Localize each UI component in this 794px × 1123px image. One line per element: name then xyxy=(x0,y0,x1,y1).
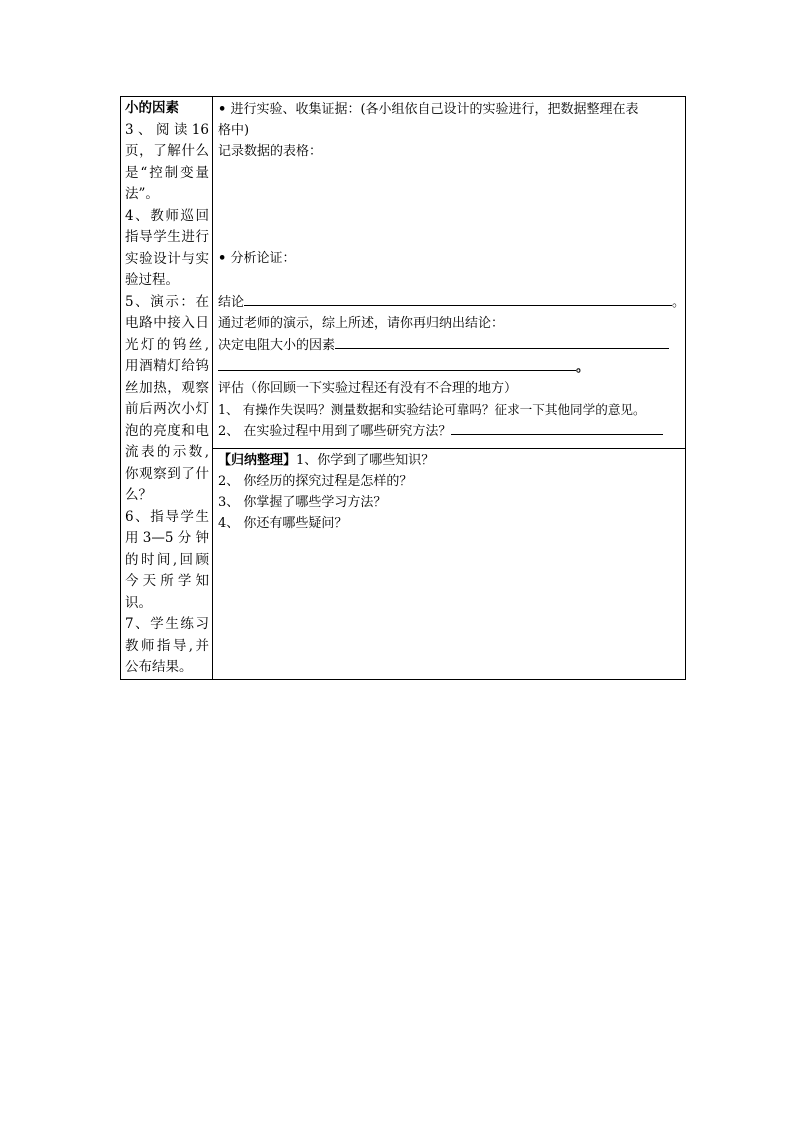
record-table-space xyxy=(218,162,681,248)
conclusion-line: 结论 。 xyxy=(218,291,681,313)
summary-question-3: 3、 你掌握了哪些学习方法？ xyxy=(218,494,387,510)
lesson-plan-table xyxy=(120,96,686,680)
factors-line-2: 。 xyxy=(218,356,681,378)
teaching-steps-column xyxy=(121,97,213,680)
summary-cell xyxy=(213,448,686,679)
bullet-icon: • xyxy=(218,102,227,117)
analysis-line: • 分析论证： xyxy=(218,251,296,266)
step-6: 6、指导学生用3—5分钟的时间,回顾今天所学知识。 xyxy=(125,508,209,611)
step-5: 5、演示：在电路中接入日光灯的钨丝,用酒精灯给钨丝加热，观察前后两次小灯泡的亮度和电流表的示数,你观察到了什么？ xyxy=(125,293,209,503)
summary-question-1: 【归纳整理】1、你学到了哪些知识？ xyxy=(218,452,435,468)
evaluate-question-2: 2、 在实验过程中用到了哪些研究方法？ xyxy=(218,420,681,442)
record-table-label: 记录数据的表格： xyxy=(218,144,323,159)
factors-blank-2[interactable] xyxy=(218,356,576,371)
summary-heading: 【归纳整理】 xyxy=(218,452,297,468)
collect-evidence-line-2: 格中) xyxy=(218,123,250,138)
bullet-icon: • xyxy=(218,251,227,266)
factors-blank[interactable] xyxy=(335,334,669,349)
summary-question-2: 2、 你经历的探究过程是怎样的？ xyxy=(218,473,413,489)
step-3: 3、阅读16页，了解什么是“控制变量法”。 xyxy=(125,121,209,202)
analysis-space xyxy=(218,269,681,291)
step-heading-fragment: 小的因素 xyxy=(125,100,179,116)
evaluate-question-1: 1、 有操作失误吗？测量数据和实验结论可靠吗？征求一下其他同学的意见。 xyxy=(218,402,646,417)
step-4: 4、教师巡回指导学生进行实验设计与实验过程。 xyxy=(125,207,209,288)
collect-evidence-line: • 进行实验、收集证据：(各小组依自己设计的实验进行，把数据整理在表 xyxy=(218,102,639,117)
conclusion-blank[interactable] xyxy=(244,291,672,306)
methods-blank[interactable] xyxy=(451,420,663,435)
evaluate-heading: 评估（你回顾一下实验过程还有没有不合理的地方） xyxy=(218,381,518,396)
experiment-cell xyxy=(213,97,686,449)
factors-line: 决定电阻大小的因素 xyxy=(218,334,681,356)
summary-question-4: 4、 你还有哪些疑问？ xyxy=(218,515,348,531)
step-7: 7、学生练习教师指导,并公布结果。 xyxy=(125,616,209,675)
summary-prompt: 通过老师的演示，综上所述，请你再归纳出结论： xyxy=(218,316,505,331)
